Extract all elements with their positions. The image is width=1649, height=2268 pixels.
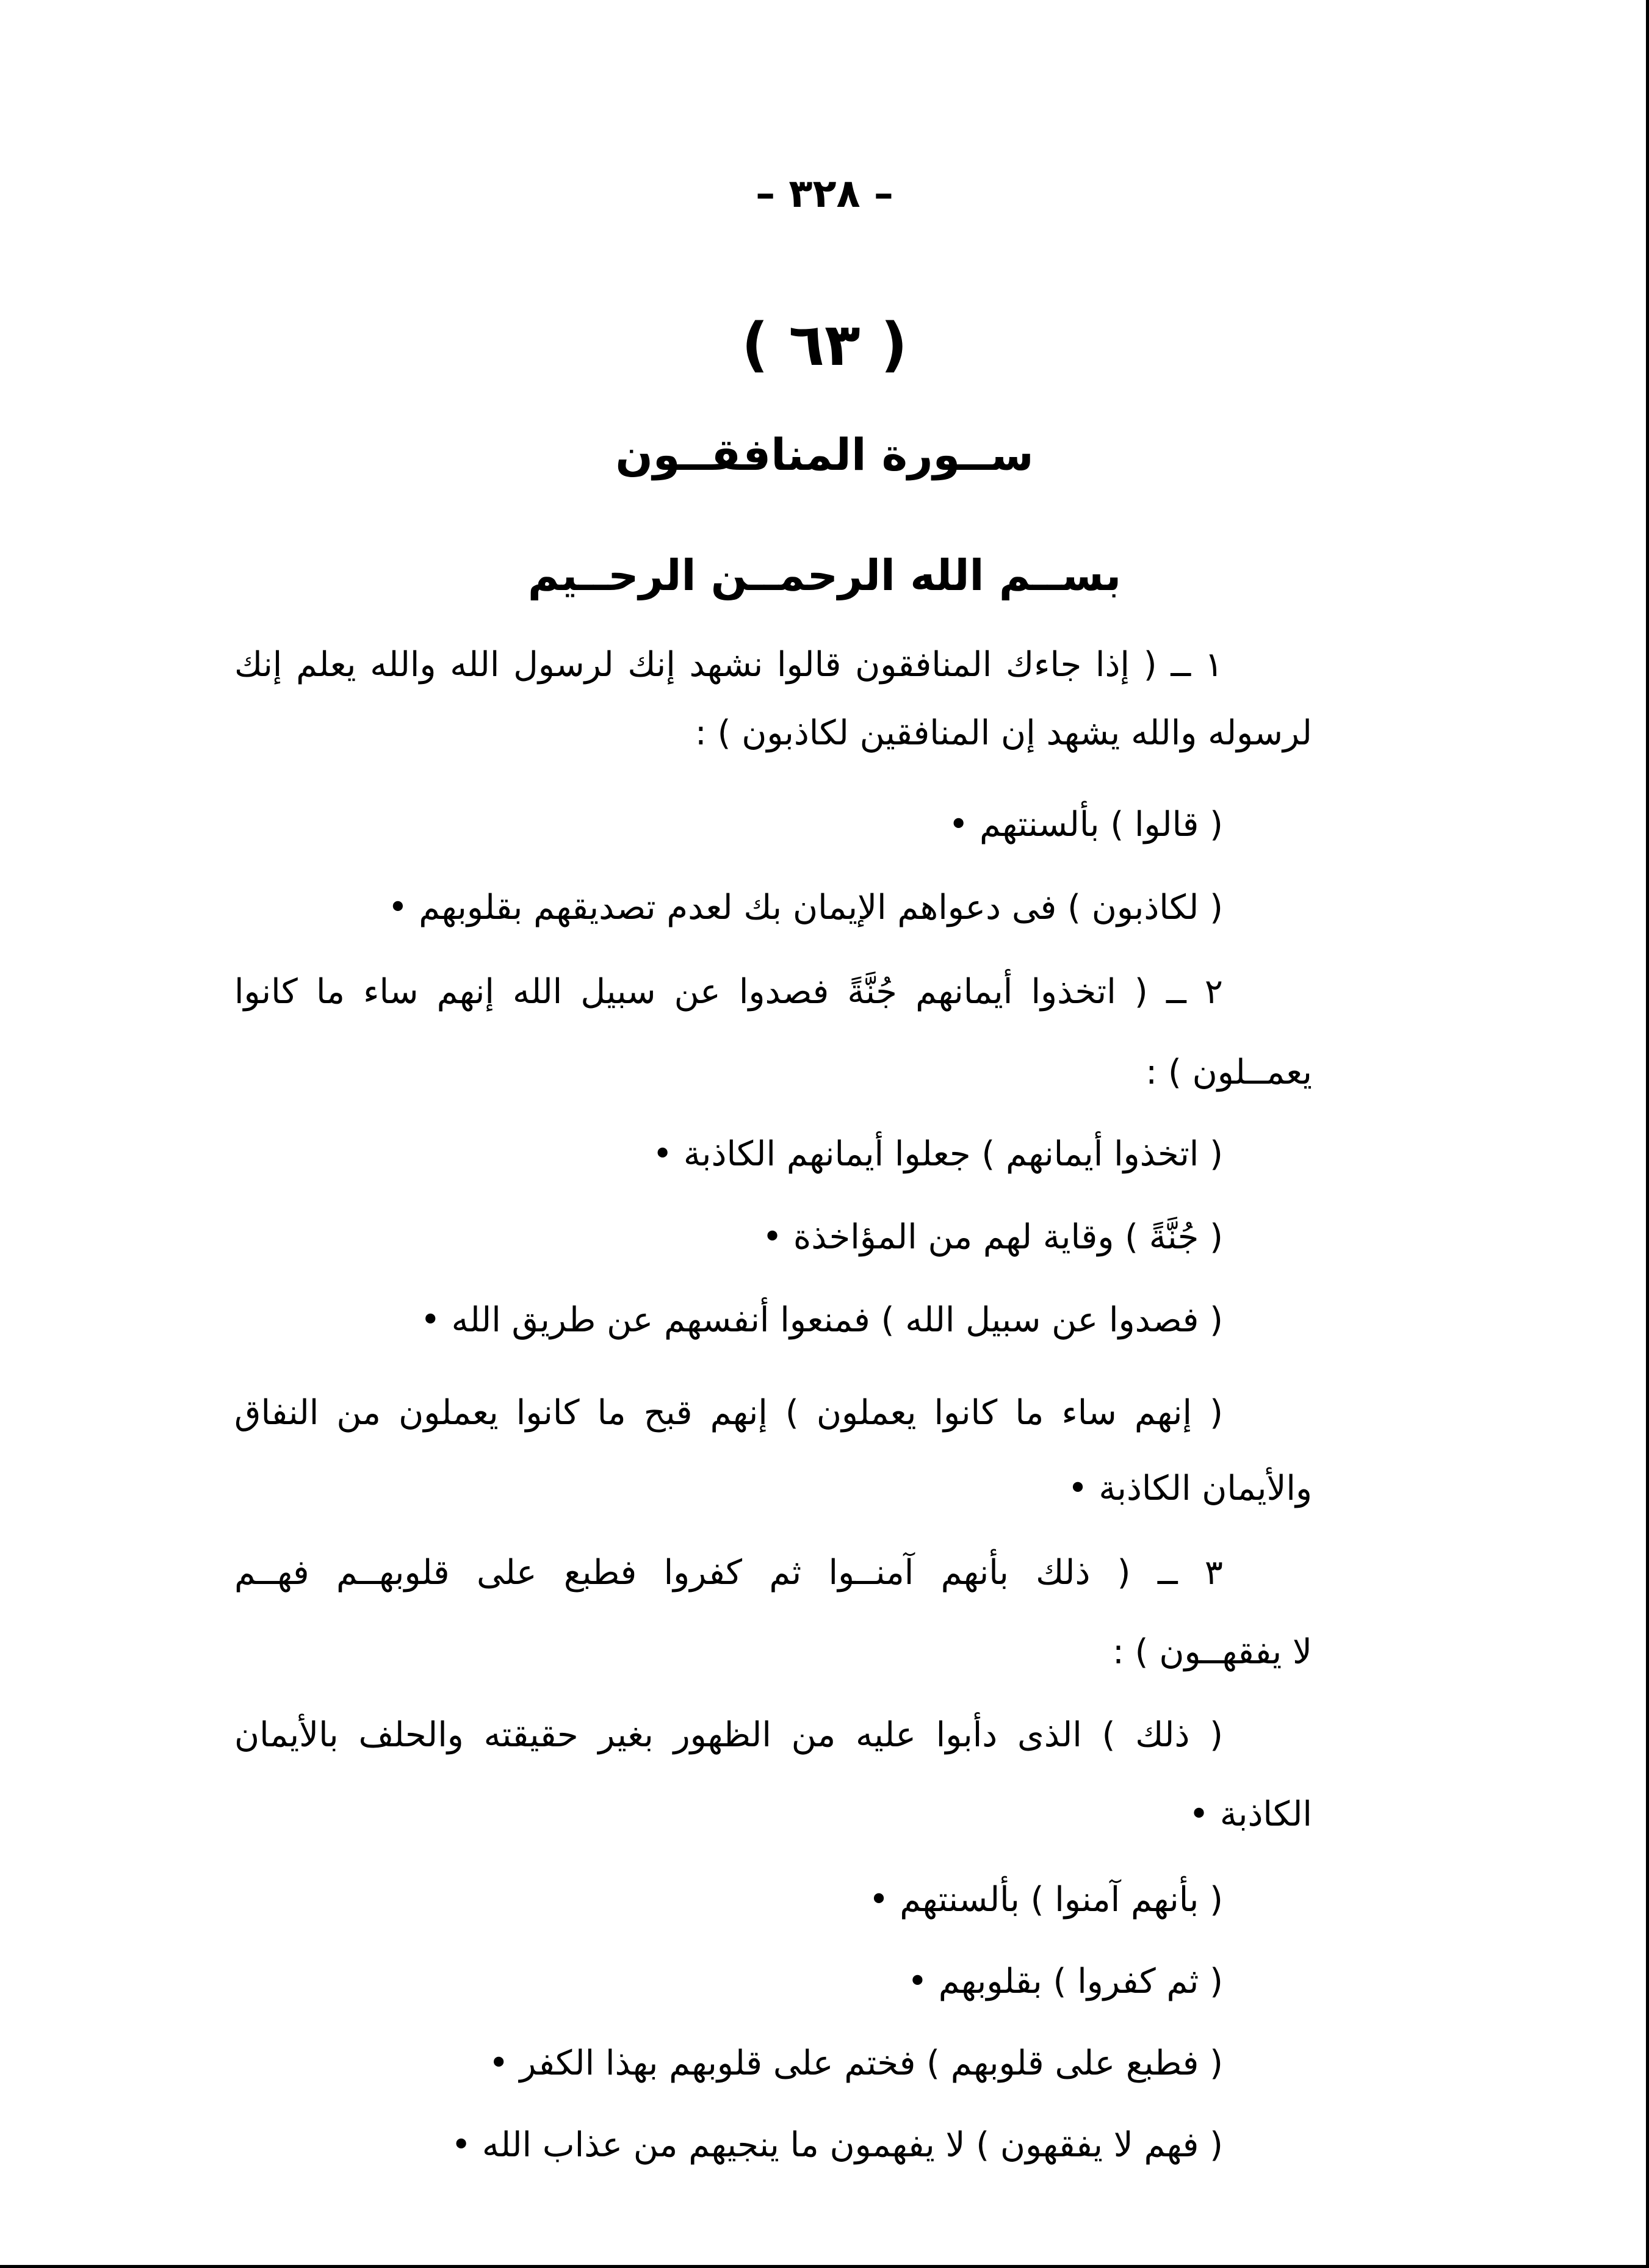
gloss-line: ( ثم كفروا ) بقلوبهم •	[907, 1962, 1223, 2001]
verse-2-line-2: يعمــلون ) :	[1146, 1053, 1312, 1092]
gloss-line: ( جُنَّةً ) وقاية لهم من المؤاخذة •	[762, 1217, 1223, 1257]
gloss-line: ( قالوا ) بألسنتهم •	[948, 805, 1223, 844]
gloss-line: ( اتخذوا أيمانهم ) جعلوا أيمانهم الكاذبة •	[652, 1134, 1223, 1174]
gloss-line-1: ( إنهم ساء ما كانوا يعملون ) إنهم قبح ما كانوا يعملون من النفاق	[234, 1393, 1223, 1433]
verse-3-line-1: ٣ ــ ( ذلك بأنهم آمنــوا ثم كفروا فطبع على قلوبهــم فهــم	[234, 1553, 1223, 1593]
verse-3-line-2: لا يفقهــون ) :	[1113, 1632, 1312, 1672]
gloss-line: ( فهم لا يفقهون ) لا يفهمون ما ينجيهم من عذاب الله •	[451, 2125, 1223, 2165]
gloss-line-2: الكاذبة •	[1189, 1795, 1312, 1834]
gloss-line: ( فطبع على قلوبهم ) فختم على قلوبهم بهذا الكفر •	[488, 2043, 1223, 2083]
verse-1-line-2: لرسوله والله يشهد إن المنافقين لكاذبون ) :	[695, 713, 1312, 753]
gloss-line-2: والأيمان الكاذبة •	[1067, 1469, 1312, 1508]
verse-2-line-1: ٢ ــ ( اتخذوا أيمانهم جُنَّةً فصدوا عن سبيل الله إنهم ساء ما كانوا	[234, 972, 1223, 1012]
basmala: بســم الله الرحمــن الرحــيم	[527, 550, 1122, 600]
surah-number: ( ٦٣ )	[742, 311, 907, 379]
surah-title: ســورة المنافقــون	[615, 429, 1034, 480]
gloss-line: ( فصدوا عن سبيل الله ) فمنعوا أنفسهم عن طريق الله •	[420, 1300, 1223, 1340]
gloss-line: ( لكاذبون ) فى دعواهم الإيمان بك لعدم تصديقهم بقلوبهم •	[388, 888, 1223, 927]
gloss-line: ( بأنهم آمنوا ) بألسنتهم •	[868, 1880, 1223, 1920]
gloss-line-1: ( ذلك ) الذى دأبوا عليه من الظهور بغير حقيقته والحلف بالأيمان	[234, 1715, 1223, 1755]
verse-1-line-1: ١ ــ ( إذا جاءك المنافقون قالوا نشهد إنك لرسول الله والله يعلم إنك	[234, 645, 1223, 685]
page-number: – ٣٢٨ –	[756, 171, 893, 217]
